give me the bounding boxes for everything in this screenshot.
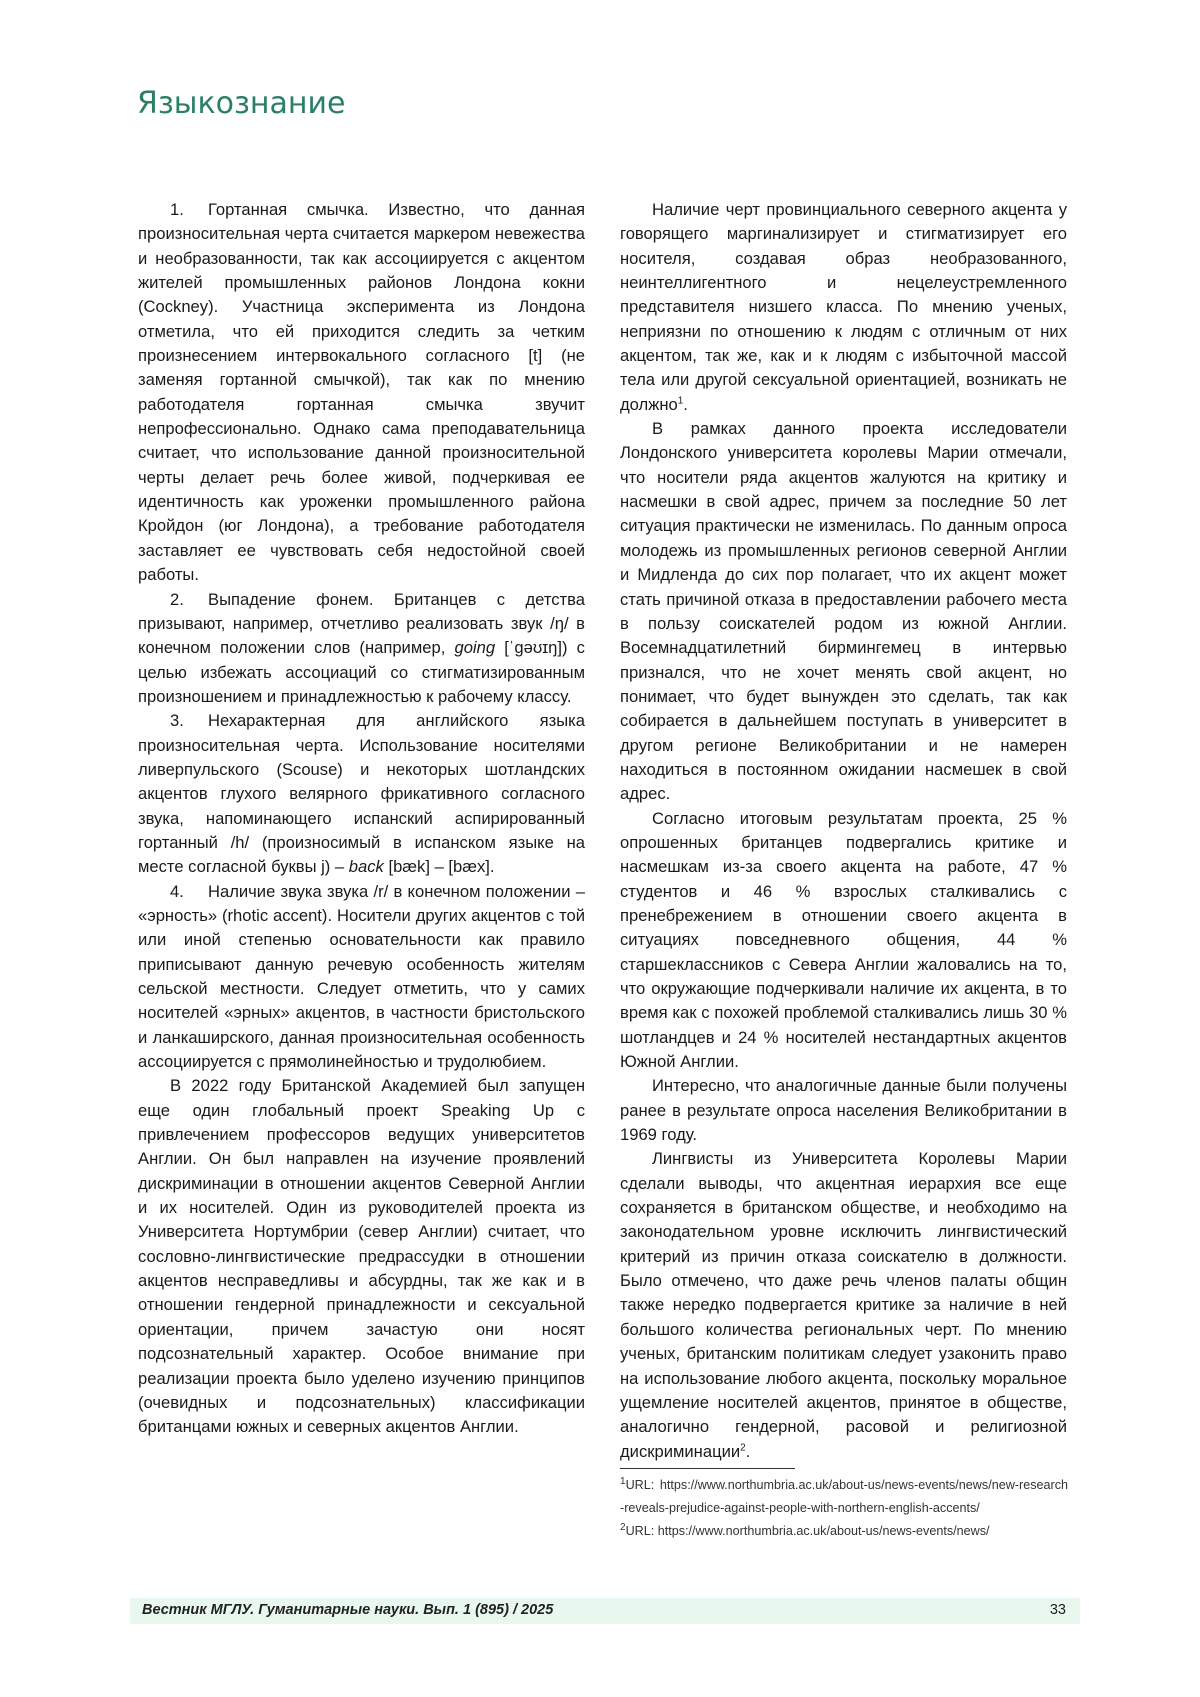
paragraph-text: Нехарактерная для английского языка произносительная черта. Использование носителями ливерпульского (Scouse) и некоторых шотландских акцентов глухого велярного фрикативного согласного звука, напоминающего испанский аспирированный гортанный /h/ (произносимый в испанском языке на месте согласной буквы j) – — [138, 711, 585, 876]
paragraph: Интересно, что аналогичные данные были получены ранее в результате опроса населения Великобритании в 1969 году. — [620, 1074, 1067, 1147]
footnote-2[interactable] — [620, 1520, 1068, 1543]
left-column — [138, 198, 585, 1440]
footnotes — [620, 1474, 1068, 1543]
footnote-divider — [620, 1468, 795, 1469]
list-item-phoneme-loss — [138, 588, 585, 710]
footnote-1[interactable] — [620, 1474, 1068, 1520]
list-number: 1. — [170, 198, 208, 222]
paragraph-text: [ˈɡəʊɪŋ]) с целью избежать ассоциаций со стигматизированным произношением и принадлежностью к рабочему классу. — [138, 638, 585, 706]
page-number: 33 — [1050, 1602, 1066, 1618]
list-item-fricative — [138, 709, 585, 879]
paragraph-text: Наличие черт провинциального северного акцента у говорящего маргинализирует и стигматизирует его носителя, создавая образ необразованного, неинтеллигентного и нецелеустремленного представителя низшего класса. По мнению ученых, неприязни по отношению к людям с отличным от них акцентом, так же, как и к людям с избыточной массой тела или другой сексуальной ориентацией, возникать не должно — [620, 200, 1067, 414]
footnote-text[interactable]: URL: https://www.northumbria.ac.uk/about-us/news-events/news/ — [626, 1524, 990, 1538]
list-item-glottal-stop — [138, 198, 585, 588]
paragraph — [620, 1147, 1067, 1463]
example-word: back — [349, 857, 384, 876]
paragraph-text: Лингвисты из Университета Королевы Марии сделали выводы, что акцентная иерархия все еще сохраняется в британском обществе, и необходимо на законодательном уровне исключить лингвистический критерий из причин отказа соискателю в должности. Было отмечено, что даже речь членов палаты общин также нередко подвергается критике за наличие в ней большого количества региональных черт. По мнению ученых, британским политикам следует узаконить право на использование любого акцента, поскольку моральное ущемление носителей акцентов, принятое в обществе, аналогично гендерной, расовой и религиозной дискриминации — [620, 1149, 1067, 1460]
page-footer — [130, 1598, 1080, 1624]
paragraph-text: Выпадение фонем. Британцев с детства призывают, например, отчетливо реализовать звук /ŋ/ в конечном положении слов (например, — [138, 590, 585, 658]
paragraph-text: [bæk] – [bæx]. — [384, 857, 495, 876]
footnote-text[interactable]: URL: https://www.northumbria.ac.uk/about-us/news-events/news/new-research-reveals-prejudice-against-people-with-northern-english-accents/ — [620, 1478, 1068, 1515]
paragraph: В 2022 году Британской Академией был запущен еще один глобальный проект Speaking Up с привлечением профессоров ведущих университетов Англии. Он был направлен на изучение проявлений дискриминации в отношении акцентов Северной Англии и их носителей. Один из руководителей проекта из Университета Нортумбрии (север Англии) считает, что сословно-лингвистические предрассудки в отношении акцентов несправедливы и абсурдны, так же как и в отношении гендерной принадлежности и сексуальной ориентации, причем зачастую они носят подсознательный характер. Особое внимание при реализации проекта было уделено изучению принципов (очевидных и подсознательных) классификации британцами южных и северных акцентов Англии. — [138, 1074, 585, 1439]
footnote-mark: 1 — [620, 1476, 626, 1487]
footnote-ref[interactable]: 1 — [678, 395, 684, 406]
right-column — [620, 198, 1067, 1464]
paragraph: Согласно итоговым результатам проекта, 25 % опрошенных британцев подвергались критике и насмешкам из-за своего акцента на работе, 47 % студентов и 46 % взрослых сталкивались с пренебрежением в отношении своего акцента в ситуациях повседневного общения, 44 % старшеклассников с Севера Англии жаловались на то, что окружающие подчеркивали наличие их акцента, в то время как с похожей проблемой сталкивались лишь 30 % шотландцев и 24 % носителей нестандартных акцентов Южной Англии. — [620, 807, 1067, 1075]
paragraph-end: . — [746, 1442, 751, 1461]
section-title: Языкознание — [137, 86, 345, 121]
paragraph: В рамках данного проекта исследователи Лондонского университета королевы Марии отмечали, что носители ряда акцентов жалуются на критику и насмешки в свой адрес, причем за последние 50 лет ситуация практически не изменилась. По данным опроса молодежь из промышленных регионов северной Англии и Мидленда до сих пор полагает, что их акцент может стать причиной отказа в предоставлении рабочего места в пользу соискателей родом из южной Англии. Восемнадцатилетний бирмингемец в интервью признался, что не хочет менять свой акцент, но понимает, что будет вынужден это сделать, так как собирается в дальнейшем поступать в университет в другом регионе Великобритании и не намерен находиться в постоянном ожидании насмешек в свой адрес. — [620, 417, 1067, 807]
list-number: 4. — [170, 880, 208, 904]
list-number: 3. — [170, 709, 208, 733]
list-number: 2. — [170, 588, 208, 612]
journal-title: Вестник МГЛУ. Гуманитарные науки. Вып. 1 (895) / 2025 — [142, 1602, 553, 1618]
list-item-rhotic — [138, 880, 585, 1075]
footnote-ref[interactable]: 2 — [740, 1442, 746, 1453]
paragraph — [620, 198, 1067, 417]
paragraph-end: . — [683, 395, 688, 414]
paragraph-text: Гортанная смычка. Известно, что данная произносительная черта считается маркером невежества и необразованности, так как ассоциируется с акцентом жителей промышленных районов Лондона кокни (Cockney). Участница эксперимента из Лондона отметила, что ей приходится следить за четким произнесением интервокального согласного [t] (не заменяя гортанной смычкой), так как по мнению работодателя гортанная смычка звучит непрофессионально. Однако сама преподавательница считает, что использование данной произносительной черты делает речь более живой, подчеркивая ее идентичность как уроженки промышленного района Кройдон (юг Лондона), а требование работодателя заставляет ее чувствовать себя недостойной своей работы. — [138, 200, 585, 584]
footnote-mark: 2 — [620, 1522, 626, 1533]
example-word: going — [454, 638, 495, 657]
paragraph-text: Наличие звука звука /r/ в конечном положении – «эрность» (rhotic accent). Носители других акцентов с той или иной степенью основательности как правило приписывают данную речевую особенность жителям сельской местности. Следует отметить, что у самих носителей «эрных» акцентов, в частности бристольского и ланкаширского, данная произносительная особенность ассоциируется с прямолинейностью и трудолюбием. — [138, 882, 585, 1071]
